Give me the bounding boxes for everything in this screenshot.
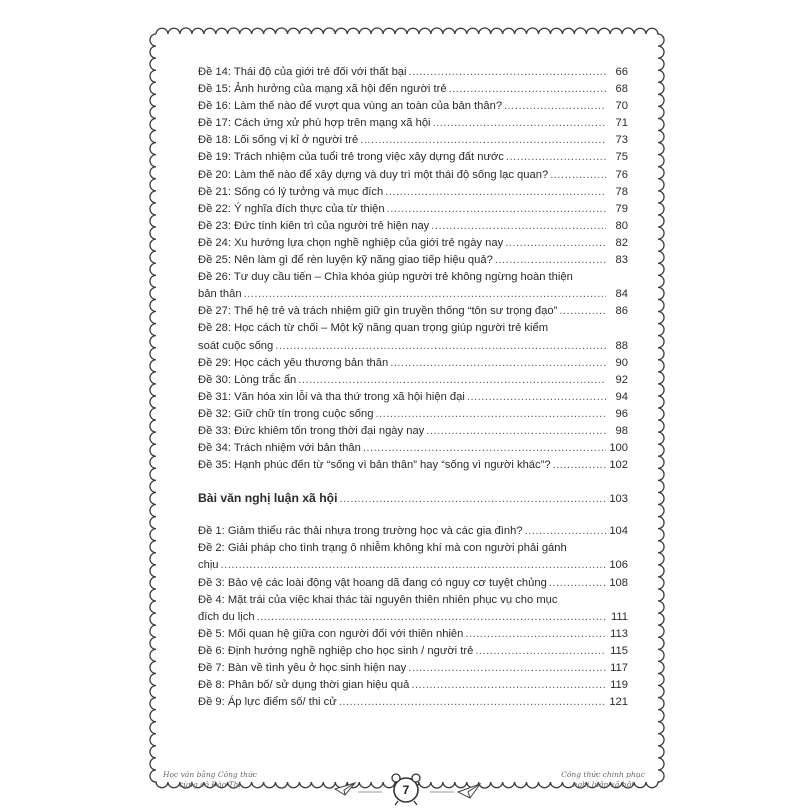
leader-dots <box>244 286 606 303</box>
entry-page: 94 <box>615 390 628 403</box>
entry-title: Đề 5: Mối quan hệ giữa con người đối với thiên nhiên <box>198 627 464 640</box>
footer-left-line2: cùng cô Đào Thị <box>179 780 241 789</box>
toc-entry <box>198 423 628 440</box>
entry-page: 73 <box>615 134 628 147</box>
entry-title: Đề 1: Giảm thiểu rác thải nhựa trong trường học và các gia đình? <box>198 525 523 538</box>
leader-dots <box>257 609 606 626</box>
entry-page: 70 <box>615 100 628 113</box>
toc-entry <box>198 457 628 474</box>
entry-page: 96 <box>615 407 628 420</box>
leader-dots <box>375 406 606 423</box>
entry-title: Đề 9: Áp lực điểm số/ thi cử <box>198 696 337 709</box>
leader-dots <box>550 167 606 184</box>
leader-dots <box>387 201 606 218</box>
leader-dots <box>505 235 606 252</box>
entry-page: 84 <box>615 288 628 301</box>
leader-dots <box>426 423 606 440</box>
leader-dots <box>465 626 606 643</box>
toc-entry <box>198 235 628 252</box>
toc-entry <box>198 372 628 389</box>
toc-entry <box>198 338 628 355</box>
leader-dots <box>475 643 606 660</box>
entry-title: Đề 8: Phân bố/ sử dụng thời gian hiệu quả <box>198 679 410 692</box>
leader-dots <box>553 457 606 474</box>
leader-dots <box>363 440 606 457</box>
entry-title: Đề 25: Nên làm gì để rèn luyện kỹ năng giao tiếp hiệu quả? <box>198 254 493 267</box>
leader-dots <box>221 557 606 574</box>
toc-entry <box>198 149 628 166</box>
entry-title: Đề 31: Văn hóa xin lỗi và tha thứ trong xã hội hiện đại <box>198 390 465 403</box>
entry-title: Đề 3: Bảo vệ các loài động vật hoang dã đang có nguy cơ tuyệt chủng <box>198 576 547 589</box>
entry-page: 92 <box>615 373 628 386</box>
entry-page: 119 <box>610 679 628 692</box>
leader-dots <box>298 372 606 389</box>
entry-title: Đề 6: Định hướng nghề nghiệp cho học sinh / người trẻ <box>198 644 474 657</box>
toc-entry <box>198 575 628 592</box>
entry-page: 88 <box>615 339 628 352</box>
entry-title: Đề 16: Làm thế nào để vượt qua vùng an toàn của bản thân? <box>198 100 503 113</box>
entry-title: Đề 30: Lòng trắc ẩn <box>198 373 297 386</box>
entry-title: Đề 15: Ảnh hưởng của mạng xã hội đến người trẻ <box>198 83 447 96</box>
entry-title: Bài văn nghị luận xã hội <box>198 491 338 506</box>
leader-dots <box>275 338 606 355</box>
entry-title: Đề 35: Hạnh phúc đến từ “sống vì bản thân” hay “sống vì người khác”? <box>198 459 551 472</box>
entry-page: 104 <box>609 525 628 538</box>
toc-entry <box>198 677 628 694</box>
entry-title: Đề 33: Đức khiêm tốn trong thời đại ngày nay <box>198 424 425 437</box>
leader-dots <box>360 132 606 149</box>
toc-entry <box>198 660 628 677</box>
entry-page: 98 <box>615 424 628 437</box>
entry-page: 75 <box>615 151 628 164</box>
entry-page: 103 <box>609 493 628 506</box>
toc-entry <box>198 64 628 81</box>
toc-entry <box>198 286 628 303</box>
entry-title: soát cuộc sống <box>198 339 274 352</box>
entry-title: Đề 17: Cách ứng xử phù hợp trên mạng xã hội <box>198 117 431 130</box>
leader-dots <box>549 575 606 592</box>
toc-entry <box>198 218 628 235</box>
toc-entry <box>198 523 628 540</box>
entry-page: 66 <box>615 66 628 78</box>
entry-page: 86 <box>615 305 628 318</box>
page-number: 7 <box>402 783 410 797</box>
toc-entry <box>198 440 628 457</box>
entry-title: Đề 22: Ý nghĩa đích thực của từ thiện <box>198 202 385 215</box>
toc-entry <box>198 184 628 201</box>
leader-dots <box>449 81 606 98</box>
entry-title: Đề 7: Bàn về tình yêu ở học sinh hiện nay <box>198 662 407 674</box>
entry-title: Đề 14: Thái độ của giới trẻ đối với thất bại <box>198 66 407 78</box>
toc-entry <box>198 406 628 423</box>
entry-page: 83 <box>615 254 628 267</box>
leader-dots <box>431 218 606 235</box>
leader-dots <box>467 389 606 406</box>
toc-entry <box>198 115 628 132</box>
entry-title: Đề 27: Thế hệ trẻ và trách nhiệm giữ gìn truyền thống “tôn sư trọng đạo” <box>198 305 558 318</box>
toc-entry <box>198 626 628 643</box>
spacer <box>198 509 628 523</box>
leader-dots <box>411 677 606 694</box>
toc-entry <box>198 81 628 98</box>
entry-page: 79 <box>615 202 628 215</box>
entry-title: Đề 18: Lối sống vị kỉ ở người trẻ <box>198 134 359 147</box>
leader-dots <box>385 184 606 201</box>
toc-entry <box>198 557 628 574</box>
entry-title: chịu <box>198 559 219 572</box>
entry-page: 115 <box>610 644 628 657</box>
toc-entry <box>198 694 628 711</box>
entry-title-line1: Đề 28: Học cách từ chối – Một kỹ năng quan trọng giúp người trẻ kiểm <box>198 322 549 335</box>
toc-entry <box>198 355 628 372</box>
toc-entry <box>198 167 628 184</box>
entry-page: 113 <box>610 627 628 640</box>
entry-title: Đề 34: Trách nhiệm với bản thân <box>198 442 361 455</box>
entry-title: Đề 23: Đức tính kiên trì của người trẻ hiện nay <box>198 219 430 232</box>
leader-dots <box>340 488 606 510</box>
toc-entry <box>198 98 628 115</box>
toc-entry <box>198 132 628 149</box>
entry-title-line1: Đề 26: Tư duy cầu tiến – Chìa khóa giúp người trẻ không ngừng hoàn thiện <box>198 271 573 284</box>
leader-dots <box>408 660 606 677</box>
footer-left-text <box>140 770 280 790</box>
entry-page: 71 <box>615 117 628 130</box>
entry-title: Đề 21: Sống có lý tưởng và mục đích <box>198 185 384 198</box>
entry-page: 102 <box>609 459 628 472</box>
toc-entry <box>198 389 628 406</box>
leader-dots <box>409 64 607 81</box>
entry-page: 108 <box>609 576 628 589</box>
leader-dots <box>433 115 606 132</box>
entry-title: Đề 29: Học cách yêu thương bản thân <box>198 356 389 369</box>
entry-page: 76 <box>615 168 628 181</box>
footer-left-line1: Học văn bằng Công thức <box>163 770 257 779</box>
leader-dots <box>504 98 606 115</box>
leader-dots <box>525 523 606 540</box>
table-of-contents <box>198 64 628 711</box>
footer-right-line1: Công thức chinh phục <box>561 770 645 779</box>
footer-right-text <box>548 770 658 790</box>
toc-entry <box>198 201 628 218</box>
entry-title-line1: Đề 2: Giải pháp cho tình trạng ô nhiễm không khí mà con người phải gánh <box>198 542 567 555</box>
entry-page: 80 <box>615 219 628 232</box>
leader-dots <box>559 303 606 320</box>
entry-title: Đề 19: Trách nhiệm của tuổi trẻ trong việc xây dựng đất nước <box>198 151 504 164</box>
toc-entry <box>198 643 628 660</box>
leader-dots <box>495 252 606 269</box>
entry-page: 90 <box>615 356 628 369</box>
toc-entry <box>198 303 628 320</box>
spacer <box>198 474 628 487</box>
entry-page: 68 <box>615 83 628 96</box>
entry-title-line1: Đề 4: Mặt trái của việc khai thác tài nguyên thiên nhiên phục vụ cho mục <box>198 593 558 606</box>
paper-plane-left-icon <box>335 783 355 795</box>
entry-title: Đề 32: Giữ chữ tín trong cuộc sống <box>198 407 374 420</box>
leader-dots <box>390 355 606 372</box>
footer-right-line2: nghị luận xã hội <box>572 780 634 789</box>
entry-page: 117 <box>610 662 628 674</box>
entry-title: Đề 20: Làm thế nào để xây dựng và duy trì một thái độ sống lạc quan? <box>198 168 549 181</box>
entry-page: 121 <box>609 696 628 709</box>
entry-page: 82 <box>615 236 628 249</box>
leader-dots <box>506 149 606 166</box>
toc-entry <box>198 252 628 269</box>
toc-entry <box>198 609 628 626</box>
entry-page: 100 <box>609 442 628 455</box>
section-heading <box>198 487 628 509</box>
leader-dots <box>339 694 606 711</box>
entry-page: 78 <box>615 185 628 198</box>
entry-title: Đề 24: Xu hướng lựa chọn nghề nghiệp của giới trẻ ngày nay <box>198 236 504 249</box>
entry-page: 111 <box>610 610 628 623</box>
entry-page: 106 <box>609 559 628 572</box>
entry-title: bản thân <box>198 288 242 301</box>
entry-title: đích du lịch <box>198 610 255 623</box>
